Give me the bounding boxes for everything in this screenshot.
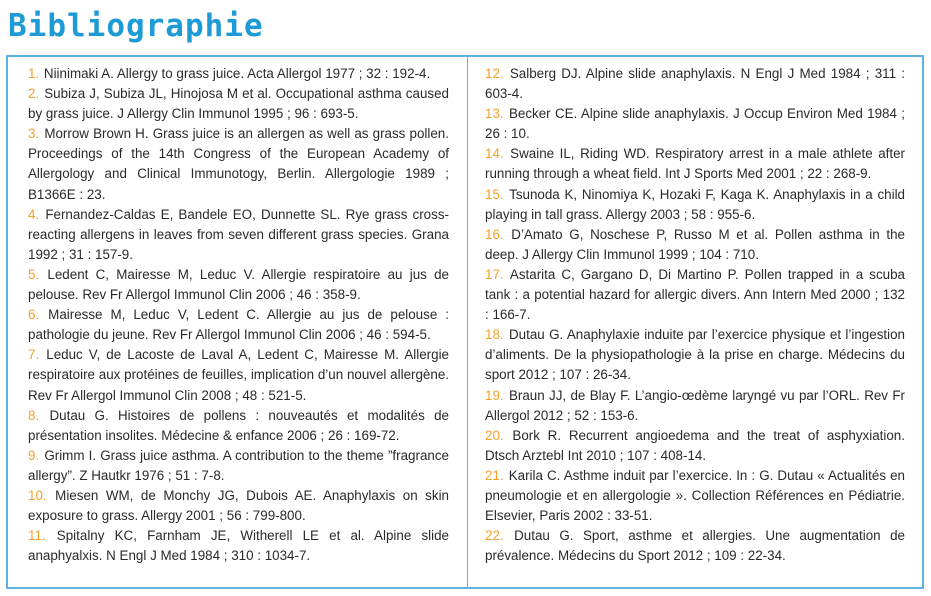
bibliography-frame (6, 55, 924, 589)
reference-item (485, 225, 905, 265)
reference-number: 1. (28, 66, 40, 81)
reference-number: 15. (485, 186, 504, 202)
reference-item (485, 64, 905, 104)
reference-text: Swaine IL, Riding WD. Respiratory arrest in a male athlete after running through a wheat field. Int J Sports Med 2001 ; 22 : 268-9. (485, 146, 905, 182)
reference-text: Niinimaki A. Allergy to grass juice. Acta Allergol 1977 ; 32 : 192-4. (43, 66, 431, 81)
reference-number: 6. (28, 307, 40, 323)
reference-number: 14. (485, 146, 504, 162)
reference-item (485, 526, 905, 566)
reference-number: 12. (485, 66, 504, 81)
reference-item (28, 124, 449, 204)
reference-text: Mairesse M, Leduc V, Ledent C. Allergie au jus de pelouse : pathologie du jeune. Rev Fr Allergol Immunol Clin 2006 ; 46 : 594-5. (28, 307, 449, 343)
reference-number: 21. (485, 467, 504, 483)
reference-text: Bork R. Recurrent angioedema and the treat of asphyxiation. Dtsch Arztebl Int 2010 ; 107 : 408-14. (485, 427, 905, 463)
reference-item (28, 64, 449, 84)
reference-item (28, 84, 449, 124)
reference-column-right (485, 64, 905, 566)
reference-item (28, 305, 449, 345)
reference-number: 3. (28, 126, 40, 142)
reference-item (485, 386, 905, 426)
reference-number: 17. (485, 266, 504, 282)
reference-text: Astarita C, Gargano D, Di Martino P. Pollen trapped in a scuba tank : a potential hazard for allergic divers. Ann Intern Med 2000 ; 132 : 166-7. (485, 266, 905, 323)
reference-number: 16. (485, 226, 504, 242)
reference-number: 2. (28, 86, 40, 102)
reference-number: 5. (28, 266, 40, 282)
reference-text: Subiza J, Subiza JL, Hinojosa M et al. Occupational asthma caused by grass juice. J Allergy Clin Immunol 1995 ; 96 : 693-5. (28, 86, 449, 122)
reference-item (28, 446, 449, 486)
reference-text: Spitalny KC, Farnham JE, Witherell LE et al. Alpine slide anaphyalxis. N Engl J Med 1984 ; 310 : 1034-7. (28, 528, 449, 564)
reference-text: Dutau G. Sport, asthme et allergies. Une augmentation de prévalence. Médecins du Sport 2012 ; 109 : 22-34. (485, 528, 905, 564)
reference-number: 4. (28, 206, 40, 222)
reference-item (28, 205, 449, 265)
reference-column-left (28, 64, 449, 566)
reference-item (28, 345, 449, 405)
reference-item (485, 426, 905, 466)
reference-number: 20. (485, 427, 504, 443)
reference-number: 13. (485, 106, 504, 122)
reference-number: 10. (28, 487, 47, 503)
reference-number: 11. (28, 528, 46, 544)
reference-item (28, 265, 449, 305)
reference-item (485, 144, 905, 184)
reference-text: Salberg DJ. Alpine slide anaphylaxis. N Engl J Med 1984 ; 311 : 603-4. (485, 66, 905, 102)
column-divider (467, 57, 468, 587)
reference-number: 8. (28, 407, 40, 423)
reference-text: Braun JJ, de Blay F. L’angio-œdème laryngé vu par l’ORL. Rev Fr Allergol 2012 ; 52 : 153-6. (485, 387, 905, 423)
reference-number: 19. (485, 387, 504, 403)
reference-number: 7. (28, 347, 40, 363)
reference-text: Grimm I. Grass juice asthma. A contribution to the theme ”fragrance allergy”. Z Hautkr 1976 ; 51 : 7-8. (28, 447, 449, 483)
reference-item (28, 526, 449, 566)
reference-text: Fernandez-Caldas E, Bandele EO, Dunnette SL. Rye grass cross-reacting allergens in leaves from seven different grass species. Grana 1992 ; 31 : 157-9. (28, 206, 449, 262)
reference-item (485, 104, 905, 144)
reference-item (485, 185, 905, 225)
reference-text: Karila C. Asthme induit par l’exercice. In : G. Dutau « Actualités en pneumologie et en allergologie ». Collection Références en Pédiatrie. Elsevier, Paris 2002 : 33-51. (485, 467, 905, 524)
reference-text: Dutau G. Histoires de pollens : nouveautés et modalités de présentation insolites. Médecine & enfance 2006 ; 26 : 169-72. (28, 407, 449, 443)
reference-text: Morrow Brown H. Grass juice is an allergen as well as grass pollen. Proceedings of the 14th Congress of the European Academy of Allergology and Clinical Immunotogy, Berlin. Allergologie 1989 ; B1366E : 23. (28, 126, 449, 202)
reference-item (28, 406, 449, 446)
reference-number: 18. (485, 327, 504, 343)
reference-text: D’Amato G, Noschese P, Russo M et al. Pollen asthma in the deep. J Allergy Clin Immunol 1999 ; 104 : 710. (485, 226, 905, 262)
reference-item (485, 265, 905, 325)
reference-item (485, 325, 905, 385)
reference-text: Leduc V, de Lacoste de Laval A, Ledent C, Mairesse M. Allergie respiratoire aux protéines de feuilles, implication d’un nouvel allergène. Rev Fr Allergol Immunol Clin 2008 ; 48 : 521-5. (28, 347, 449, 403)
reference-text: Tsunoda K, Ninomiya K, Hozaki F, Kaga K. Anaphylaxis in a child playing in tall grass. Allergy 2003 ; 58 : 955-6. (485, 186, 906, 222)
reference-number: 22. (485, 528, 504, 544)
reference-number: 9. (28, 447, 40, 463)
reference-text: Becker CE. Alpine slide anaphylaxis. J Occup Environ Med 1984 ; 26 : 10. (485, 106, 905, 142)
reference-text: Miesen WM, de Monchy JG, Dubois AE. Anaphylaxis on skin exposure to grass. Allergy 2001 ; 56 : 799-800. (28, 487, 449, 524)
reference-text: Dutau G. Anaphylaxie induite par l’exercice physique et l’ingestion d’aliments. De la physiopathologie à la prise en charge. Médecins du sport 2012 ; 107 : 26-34. (485, 327, 905, 383)
reference-item (28, 486, 449, 526)
reference-text: Ledent C, Mairesse M, Leduc V. Allergie respiratoire au jus de pelouse. Rev Fr Allergol Immunol Clin 2006 ; 46 : 358-9. (28, 266, 449, 303)
page-title: Bibliographie (8, 8, 264, 44)
reference-item (485, 466, 905, 526)
